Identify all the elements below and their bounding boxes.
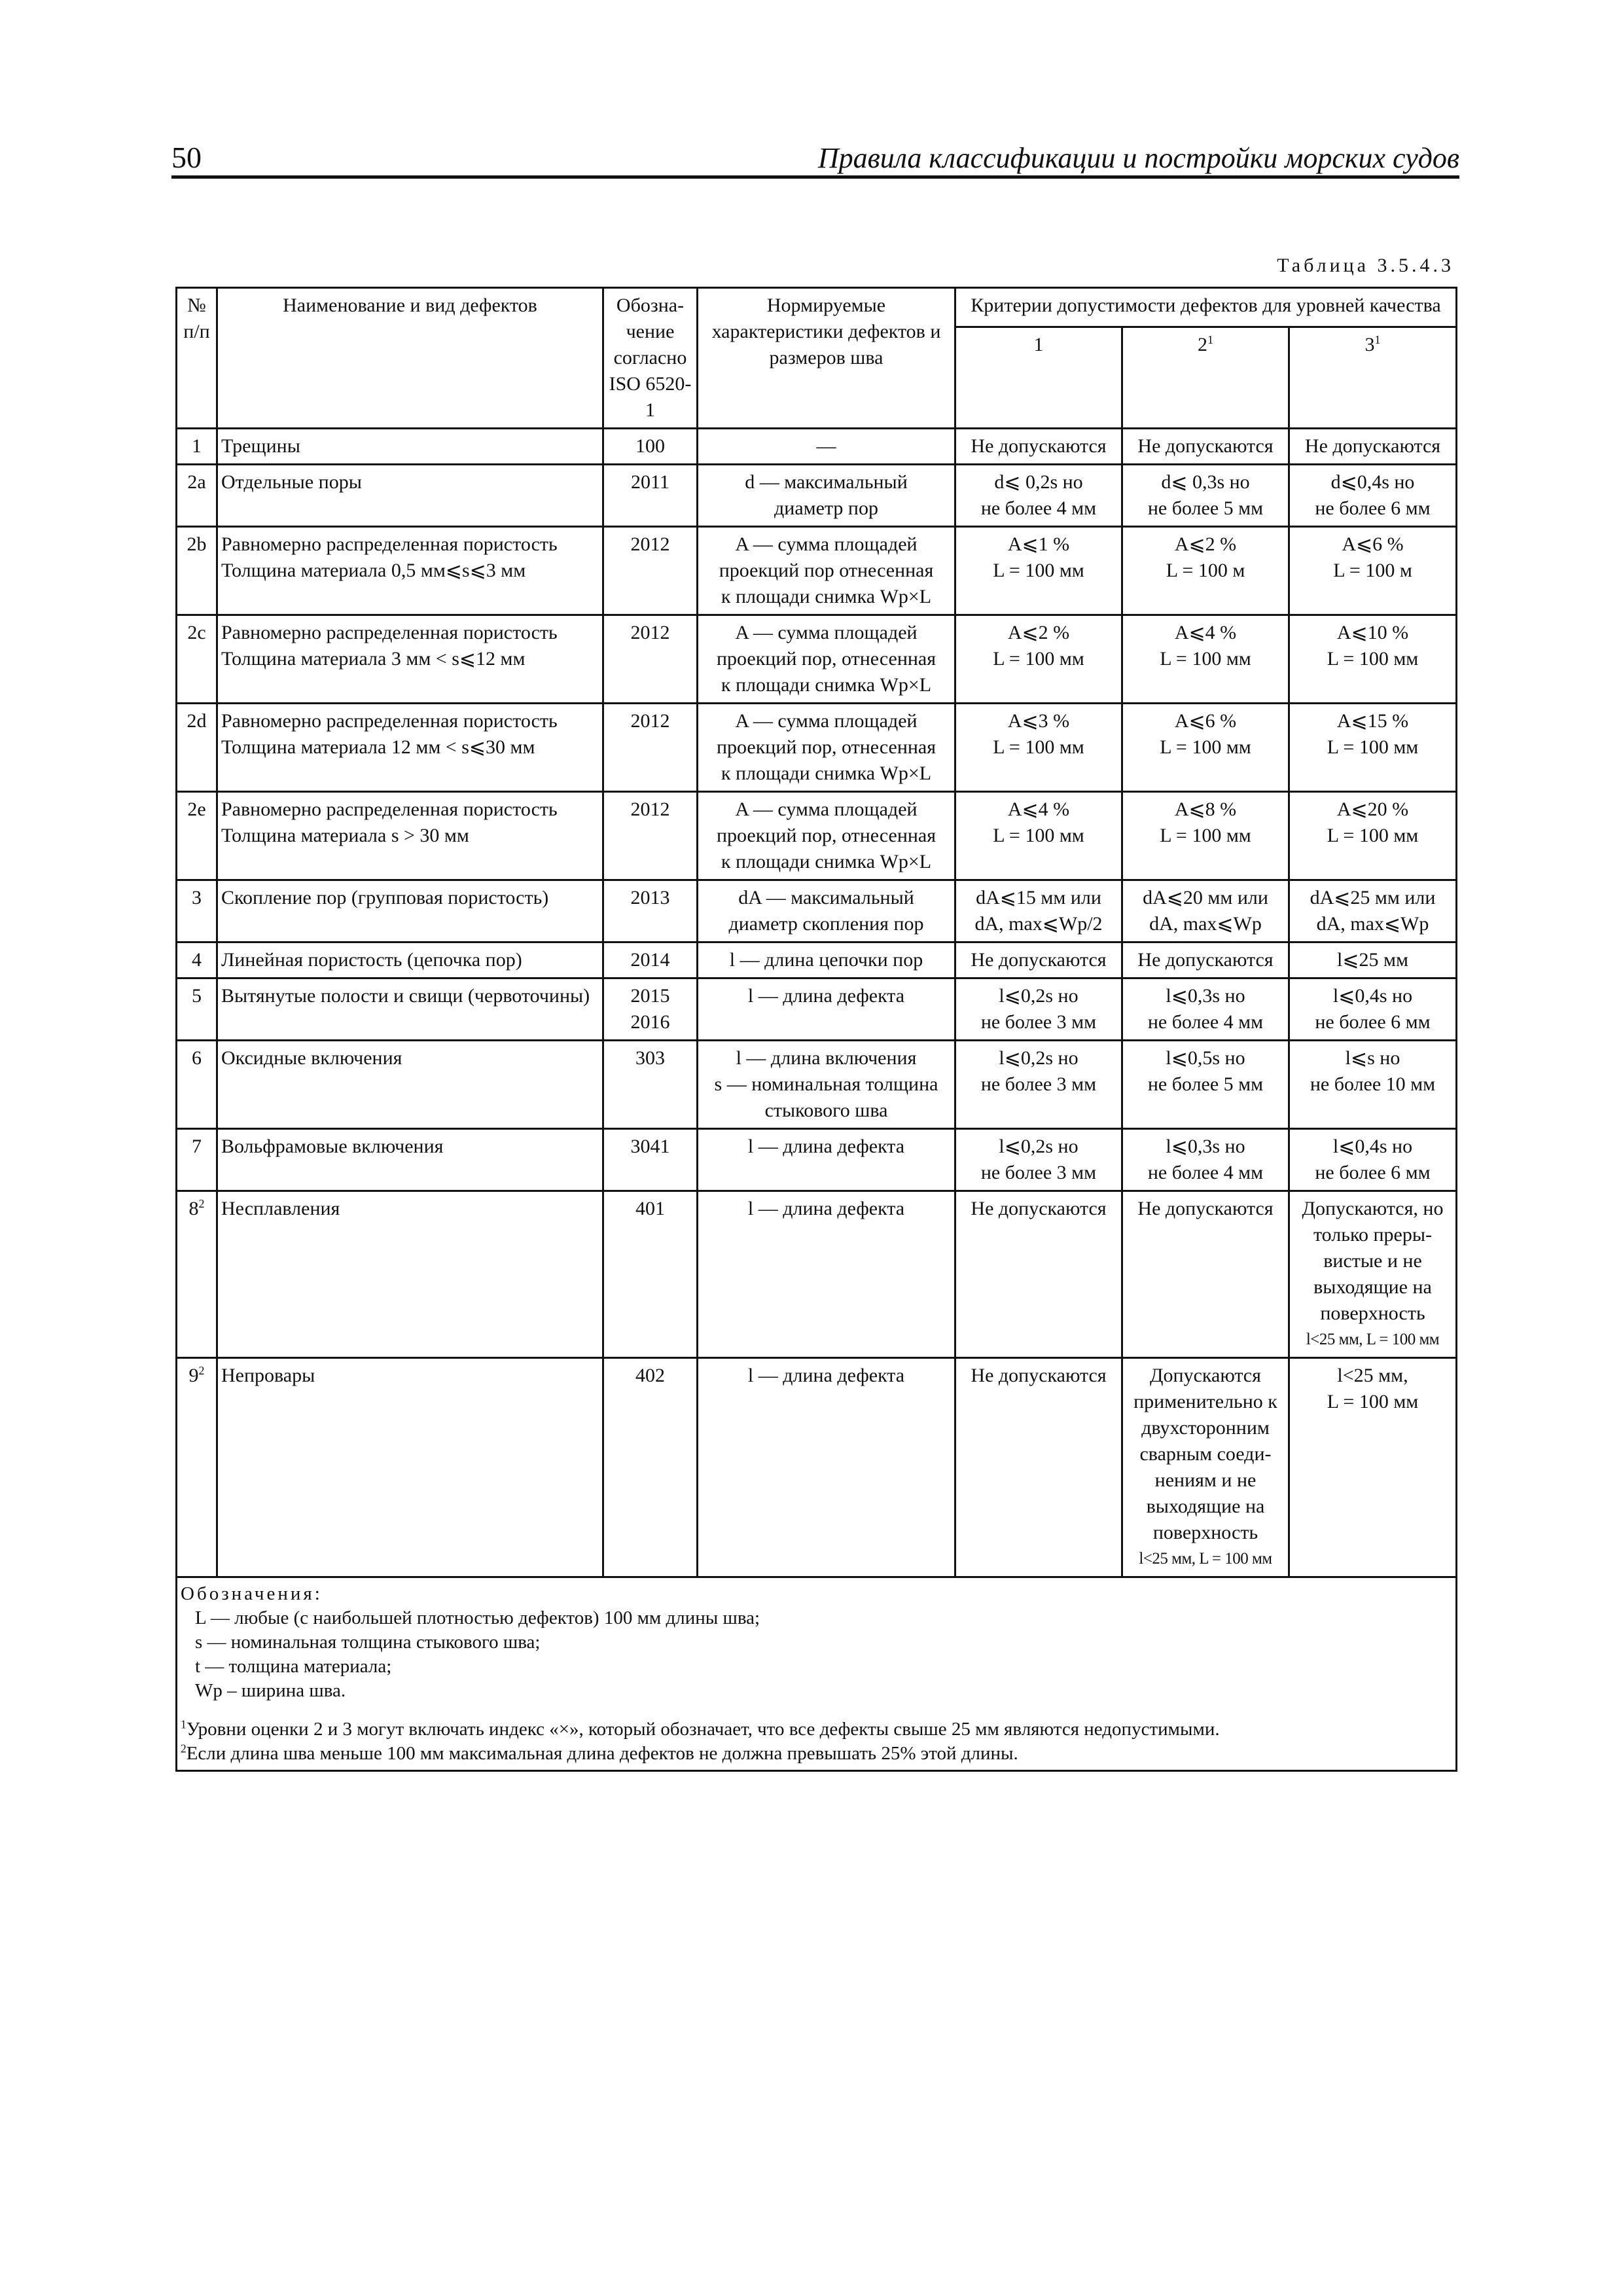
iso-code-cell (603, 429, 698, 465)
row-number-cell (177, 704, 217, 792)
table-row (177, 792, 1457, 880)
cell-line: A — сумма площадей (735, 533, 918, 555)
level-2-footnote-mark: 1 (1207, 333, 1213, 346)
level-3-cell (1289, 527, 1457, 615)
row-number: 7 (192, 1136, 202, 1157)
characteristics-cell (698, 942, 955, 978)
row-number: 2b (187, 533, 207, 555)
cell-line: — (816, 435, 836, 457)
cell-line: нениям и не (1154, 1469, 1257, 1491)
level-3-cell (1289, 978, 1457, 1041)
row-number: 2e (187, 798, 206, 820)
level-3-cell (1289, 704, 1457, 792)
footnote (181, 1742, 1452, 1766)
table-row (177, 429, 1457, 465)
cell-line: 2012 (630, 622, 670, 643)
defect-name-cell (217, 465, 603, 527)
cell-line: A⩽6 % (1174, 710, 1237, 732)
footnote (181, 1717, 1452, 1742)
level-3-label: 3 (1364, 334, 1375, 355)
cell-line: L = 100 мм (1160, 648, 1251, 670)
cell-line: l — длина дефекта (747, 1365, 905, 1386)
level-2-cell (1122, 792, 1289, 880)
cell-line: l — длина цепочки пор (729, 949, 923, 971)
level-2-cell (1122, 429, 1289, 465)
cell-line: Не допускаются (971, 949, 1107, 971)
cell-line: 2016 (630, 1011, 670, 1033)
row-number: 2d (187, 710, 207, 732)
cell-line: проекций пор, отнесенная (716, 648, 936, 670)
cell-line: не более 4 мм (1147, 1162, 1264, 1183)
row-number: 6 (192, 1047, 202, 1069)
cell-line: Равномерно распределенная пористость (221, 533, 558, 555)
cell-line: dA, max⩽Wp (1316, 913, 1429, 935)
row-number: 8 (188, 1198, 199, 1219)
table-row (177, 704, 1457, 792)
cell-line: 100 (635, 435, 665, 457)
defect-name-cell (217, 615, 603, 704)
level-3-footnote-mark: 1 (1374, 333, 1381, 346)
table-row (177, 1358, 1457, 1577)
cell-line: диаметр пор (774, 497, 878, 519)
cell-line: d⩽ 0,2s но (994, 471, 1083, 493)
level-2-cell (1122, 615, 1289, 704)
cell-line: Вольфрамовые включения (221, 1136, 444, 1157)
level-1-cell (955, 465, 1122, 527)
cell-line: A — сумма площадей (735, 622, 918, 643)
cell-line: 2012 (630, 533, 670, 555)
level-1-cell (955, 792, 1122, 880)
level-2-cell (1122, 704, 1289, 792)
characteristics-cell (698, 880, 955, 942)
running-title: Правила классификации и постройки морских судов (817, 142, 1459, 174)
cell-line: A⩽15 % (1336, 710, 1409, 732)
table-row (177, 978, 1457, 1041)
cell-line: l — длина дефекта (747, 985, 905, 1007)
cell-line: s — номинальная толщина (714, 1073, 938, 1095)
cell-line: к площади снимка Wp×L (721, 674, 932, 696)
iso-code-cell (603, 942, 698, 978)
cell-line: 2014 (630, 949, 670, 971)
characteristics-cell (698, 1358, 955, 1577)
cell-line: d⩽0,4s но (1330, 471, 1415, 493)
characteristics-cell (698, 615, 955, 704)
cell-line: d — максимальный (745, 471, 908, 493)
cell-line: не более 6 мм (1315, 497, 1431, 519)
cell-line: Вытянутые полости и свищи (червоточины) (221, 985, 590, 1007)
characteristics-cell (698, 527, 955, 615)
defect-name-cell (217, 704, 603, 792)
cell-line: Непровары (221, 1365, 315, 1386)
cell-line: A⩽10 % (1336, 622, 1409, 643)
cell-line: L = 100 мм (993, 560, 1084, 581)
cell-line: не более 6 мм (1315, 1162, 1431, 1183)
cell-line: 2012 (630, 710, 670, 732)
header-level-3 (1289, 327, 1457, 429)
cell-line: L = 100 мм (1327, 648, 1419, 670)
cell-line: l⩽0,3s но (1166, 1136, 1245, 1157)
header-characteristics: Нормируемые характеристики дефектов и размеров шва (698, 288, 955, 429)
defect-name-cell (217, 429, 603, 465)
cell-line: стыкового шва (764, 1100, 888, 1121)
defect-name-cell (217, 1129, 603, 1191)
level-1-cell (955, 1041, 1122, 1129)
level-3-cell (1289, 942, 1457, 978)
cell-line: проекций пор, отнесенная (716, 825, 936, 846)
cell-line: Толщина материала 12 мм < s⩽30 мм (221, 736, 535, 758)
cell-line: Не допускаются (1304, 435, 1441, 457)
defect-name-cell (217, 1358, 603, 1577)
cell-line: A⩽2 % (1174, 533, 1237, 555)
characteristics-cell (698, 1041, 955, 1129)
cell-line: L = 100 мм (993, 736, 1084, 758)
cell-line: 2011 (631, 471, 669, 493)
level-2-cell (1122, 978, 1289, 1041)
cell-line: Скопление пор (групповая пористость) (221, 887, 549, 908)
cell-line: к площади снимка Wp×L (721, 586, 932, 607)
cell-line: l⩽0,2s но (999, 985, 1079, 1007)
level-3-cell (1289, 1129, 1457, 1191)
cell-line: проекций пор, отнесенная (716, 736, 936, 758)
cell-line: A — сумма площадей (735, 798, 918, 820)
header-rule (171, 175, 1459, 179)
characteristics-cell (698, 429, 955, 465)
cell-line: dA⩽20 мм или (1143, 887, 1268, 908)
cell-line: d⩽ 0,3s но (1161, 471, 1250, 493)
header-name: Наименование и вид дефектов (217, 288, 603, 429)
cell-line: выходящие на (1313, 1276, 1432, 1298)
cell-line: Равномерно распределенная пористость (221, 710, 558, 732)
cell-line: Толщина материала 3 мм < s⩽12 мм (221, 648, 526, 670)
cell-line: поверхность (1152, 1522, 1258, 1543)
table-caption: Таблица 3.5.4.3 (1277, 255, 1454, 276)
cell-line: l<25 мм, L = 100 мм (1306, 1331, 1440, 1348)
notation-line: s — номинальная толщина стыкового шва; (195, 1632, 541, 1653)
table-row (177, 527, 1457, 615)
table-row (177, 1041, 1457, 1129)
cell-line: сварным соеди- (1139, 1443, 1272, 1465)
defects-table (175, 287, 1457, 1772)
cell-line: 402 (635, 1365, 665, 1386)
level-3-cell (1289, 465, 1457, 527)
level-3-cell (1289, 792, 1457, 880)
table-notes (177, 1577, 1457, 1771)
iso-code-cell (603, 978, 698, 1041)
cell-line: l⩽0,5s но (1166, 1047, 1245, 1069)
level-1-cell (955, 527, 1122, 615)
cell-line: A⩽2 % (1007, 622, 1070, 643)
notes-cell (177, 1577, 1457, 1771)
characteristics-cell (698, 792, 955, 880)
cell-line: dA, max⩽Wp (1149, 913, 1262, 935)
row-number-cell (177, 615, 217, 704)
row-number-cell (177, 880, 217, 942)
cell-line: 2012 (630, 798, 670, 820)
row-number: 5 (192, 985, 202, 1007)
notes-lines (181, 1606, 1452, 1703)
row-number-cell (177, 1129, 217, 1191)
cell-line: L = 100 м (1166, 560, 1245, 581)
notation-line: t — толщина материала; (195, 1656, 392, 1677)
iso-code-cell (603, 1041, 698, 1129)
row-number-cell (177, 1191, 217, 1358)
page-number: 50 (171, 141, 202, 174)
iso-code-cell (603, 1129, 698, 1191)
cell-line: не более 3 мм (980, 1073, 1097, 1095)
cell-line: Не допускаются (971, 435, 1107, 457)
level-1-cell (955, 942, 1122, 978)
level-1-cell (955, 1358, 1122, 1577)
iso-code-cell (603, 1191, 698, 1358)
notation-line: Wp – ширина шва. (195, 1680, 346, 1701)
level-3-cell (1289, 1358, 1457, 1577)
cell-line: вистые и не (1323, 1250, 1422, 1272)
cell-line: не более 5 мм (1147, 497, 1264, 519)
defect-name-cell (217, 1191, 603, 1358)
level-3-cell (1289, 429, 1457, 465)
row-number-cell (177, 978, 217, 1041)
cell-line: A⩽1 % (1007, 533, 1070, 555)
cell-line: Не допускаются (971, 1198, 1107, 1219)
cell-line: dA⩽15 мм или (976, 887, 1101, 908)
cell-line: l⩽0,2s но (999, 1047, 1079, 1069)
cell-line: к площади снимка Wp×L (721, 851, 932, 872)
cell-line: 2013 (630, 887, 670, 908)
row-footnote-mark: 2 (198, 1364, 205, 1377)
cell-line: l⩽0,4s но (1332, 1136, 1413, 1157)
cell-line: l⩽0,2s но (999, 1136, 1079, 1157)
iso-code-cell (603, 465, 698, 527)
cell-line: A — сумма площадей (735, 710, 918, 732)
defect-name-cell (217, 978, 603, 1041)
cell-line: l<25 мм, L = 100 мм (1139, 1550, 1272, 1568)
level-2-cell (1122, 1191, 1289, 1358)
level-1-cell (955, 1129, 1122, 1191)
cell-line: l⩽0,4s но (1332, 985, 1413, 1007)
cell-line: Несплавления (221, 1198, 340, 1219)
cell-line: L = 100 мм (993, 825, 1084, 846)
cell-line: к площади снимка Wp×L (721, 762, 932, 784)
cell-line: применительно к (1133, 1391, 1277, 1412)
cell-line: Не допускаются (1137, 1198, 1274, 1219)
cell-line: A⩽4 % (1174, 622, 1237, 643)
table-row (177, 942, 1457, 978)
cell-line: A⩽6 % (1342, 533, 1404, 555)
cell-line: Допускаются (1150, 1365, 1261, 1386)
footnote-mark: 1 (181, 1717, 187, 1731)
cell-line: 3041 (630, 1136, 670, 1157)
level-3-cell (1289, 880, 1457, 942)
characteristics-cell (698, 465, 955, 527)
iso-code-cell (603, 704, 698, 792)
defect-name-cell (217, 942, 603, 978)
cell-line: диаметр скопления пор (728, 913, 924, 935)
table-row (177, 1191, 1457, 1358)
cell-line: 303 (635, 1047, 665, 1069)
footnote-text: Если длина шва меньше 100 мм максимальная длина дефектов не должна превышать 25% этой длины. (186, 1743, 1018, 1764)
row-number: 4 (192, 949, 202, 971)
level-2-cell (1122, 465, 1289, 527)
cell-line: L = 100 мм (1327, 736, 1419, 758)
cell-line: L = 100 мм (1327, 1391, 1419, 1412)
row-number: 2a (187, 471, 206, 493)
row-number-cell (177, 1041, 217, 1129)
row-number-cell (177, 792, 217, 880)
row-number-cell (177, 527, 217, 615)
cell-line: не более 6 мм (1315, 1011, 1431, 1033)
level-2-cell (1122, 880, 1289, 942)
cell-line: выходящие на (1146, 1496, 1265, 1517)
level-2-cell (1122, 1041, 1289, 1129)
cell-line: только преры- (1313, 1224, 1433, 1246)
cell-line: l<25 мм, (1337, 1365, 1408, 1386)
row-number-cell (177, 429, 217, 465)
level-2-cell (1122, 527, 1289, 615)
level-1-cell (955, 704, 1122, 792)
header-criteria: Критерии допустимости дефектов для уровней качества (955, 288, 1457, 327)
level-3-cell (1289, 615, 1457, 704)
cell-line: dA, max⩽Wp/2 (974, 913, 1103, 935)
row-number: 9 (188, 1365, 199, 1386)
cell-line: l⩽0,3s но (1166, 985, 1245, 1007)
cell-line: L = 100 мм (1160, 825, 1251, 846)
cell-line: не более 4 мм (980, 497, 1097, 519)
cell-line: 2015 (630, 985, 670, 1007)
cell-line: Не допускаются (971, 1365, 1107, 1386)
cell-line: l⩽s но (1345, 1047, 1400, 1069)
cell-line: L = 100 м (1333, 560, 1412, 581)
row-number-cell (177, 1358, 217, 1577)
characteristics-cell (698, 1191, 955, 1358)
level-1-cell (955, 1191, 1122, 1358)
level-1-label: 1 (1033, 334, 1044, 355)
cell-line: поверхность (1320, 1302, 1425, 1324)
notation-line: L — любые (с наибольшей плотностью дефектов) 100 мм длины шва; (195, 1607, 760, 1628)
table-row (177, 880, 1457, 942)
iso-code-cell (603, 1358, 698, 1577)
iso-code-cell (603, 792, 698, 880)
level-2-cell (1122, 942, 1289, 978)
cell-line: двухсторонним (1141, 1417, 1270, 1439)
cell-line: не более 3 мм (980, 1162, 1097, 1183)
iso-code-cell (603, 615, 698, 704)
cell-line: L = 100 мм (1327, 825, 1419, 846)
header-level-1 (955, 327, 1122, 429)
defect-name-cell (217, 792, 603, 880)
level-3-cell (1289, 1191, 1457, 1358)
iso-code-cell (603, 880, 698, 942)
cell-line: Отдельные поры (221, 471, 362, 493)
defect-name-cell (217, 1041, 603, 1129)
table-body (177, 429, 1457, 1577)
iso-code-cell (603, 527, 698, 615)
level-2-label: 2 (1198, 334, 1207, 355)
cell-line: не более 10 мм (1310, 1073, 1436, 1095)
table-row (177, 465, 1457, 527)
cell-line: Равномерно распределенная пористость (221, 798, 558, 820)
footnote-mark: 2 (181, 1742, 187, 1755)
cell-line: l⩽25 мм (1337, 949, 1408, 971)
cell-line: Равномерно распределенная пористость (221, 622, 558, 643)
cell-line: Линейная пористость (цепочка пор) (221, 949, 522, 971)
cell-line: L = 100 мм (993, 648, 1084, 670)
row-number: 3 (192, 887, 202, 908)
level-1-cell (955, 978, 1122, 1041)
cell-line: dA — максимальный (738, 887, 914, 908)
characteristics-cell (698, 704, 955, 792)
cell-line: проекций пор отнесенная (719, 560, 934, 581)
level-3-cell (1289, 1041, 1457, 1129)
level-1-cell (955, 880, 1122, 942)
cell-line: Допускаются, но (1302, 1198, 1444, 1219)
cell-line: A⩽3 % (1007, 710, 1070, 732)
cell-line: Не допускаются (1137, 435, 1274, 457)
characteristics-cell (698, 1129, 955, 1191)
cell-line: dA⩽25 мм или (1310, 887, 1436, 908)
cell-line: Не допускаются (1137, 949, 1274, 971)
cell-line: l — длина дефекта (747, 1136, 905, 1157)
table-head (177, 288, 1457, 429)
cell-line: l — длина дефекта (747, 1198, 905, 1219)
notes-title: Обозначения: (181, 1583, 323, 1604)
header-code: Обозна-чение согласно ISO 6520-1 (603, 288, 698, 429)
row-number-cell (177, 465, 217, 527)
footnotes (181, 1717, 1452, 1766)
level-1-cell (955, 615, 1122, 704)
cell-line: Трещины (221, 435, 300, 457)
cell-line: A⩽8 % (1174, 798, 1237, 820)
cell-line: A⩽4 % (1007, 798, 1070, 820)
cell-line: не более 5 мм (1147, 1073, 1264, 1095)
cell-line: L = 100 мм (1160, 736, 1251, 758)
table-row (177, 615, 1457, 704)
header-level-2 (1122, 327, 1289, 429)
cell-line: не более 3 мм (980, 1011, 1097, 1033)
cell-line: не более 4 мм (1147, 1011, 1264, 1033)
cell-line: A⩽20 % (1336, 798, 1409, 820)
row-footnote-mark: 2 (198, 1197, 205, 1210)
level-2-cell (1122, 1358, 1289, 1577)
row-number: 2c (187, 622, 206, 643)
cell-line: Толщина материала 0,5 мм⩽s⩽3 мм (221, 560, 526, 581)
cell-line: 401 (635, 1198, 665, 1219)
footnote-text: Уровни оценки 2 и 3 могут включать индекс «×», который обозначает, что все дефекты свыше 25 мм являются недопустимыми. (186, 1719, 1220, 1740)
level-1-cell (955, 429, 1122, 465)
row-number: 1 (192, 435, 202, 457)
row-number-cell (177, 942, 217, 978)
characteristics-cell (698, 978, 955, 1041)
defect-name-cell (217, 880, 603, 942)
cell-line: Толщина материала s > 30 мм (221, 825, 469, 846)
table-row (177, 1129, 1457, 1191)
cell-line: Оксидные включения (221, 1047, 402, 1069)
cell-line: l — длина включения (736, 1047, 917, 1069)
header-num: № п/п (177, 288, 217, 429)
defect-name-cell (217, 527, 603, 615)
level-2-cell (1122, 1129, 1289, 1191)
